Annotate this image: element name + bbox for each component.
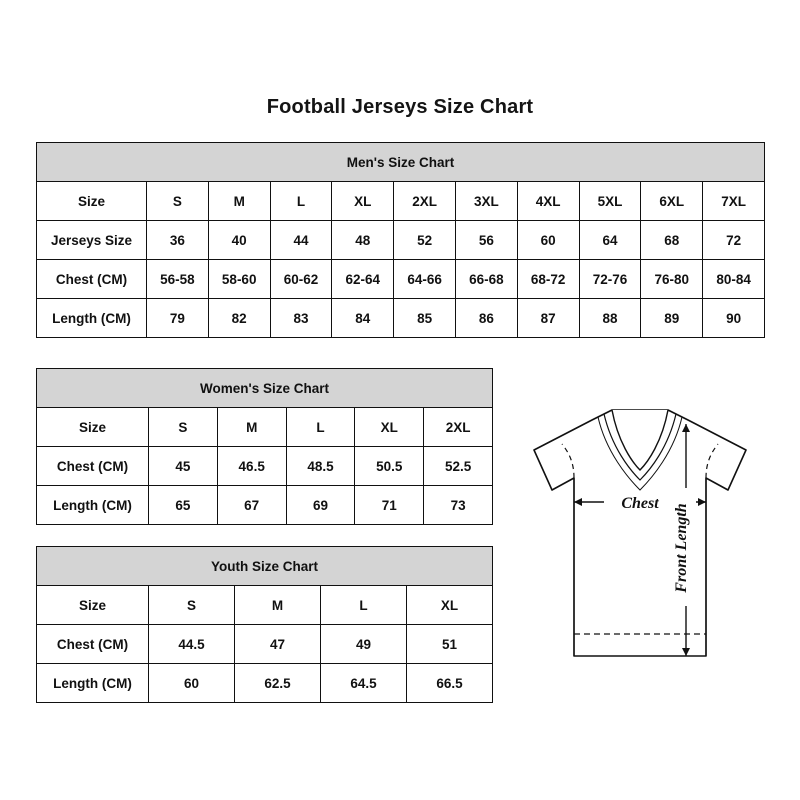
table-cell: XL (332, 182, 394, 221)
table-cell: 45 (149, 447, 218, 486)
table-cell: L (321, 586, 407, 625)
front-length-label: Front Length (673, 503, 690, 593)
table-caption-row (37, 547, 493, 586)
row-label: Chest (CM) (37, 447, 149, 486)
table-cell: 64.5 (321, 664, 407, 703)
table-cell: 68-72 (517, 260, 579, 299)
table-cell: 84 (332, 299, 394, 338)
womens-size-table (36, 368, 493, 525)
table-cell: M (235, 586, 321, 625)
chest-label: Chest (621, 495, 659, 512)
table-cell: 72-76 (579, 260, 641, 299)
youth-size-table (36, 546, 493, 703)
table-cell: 4XL (517, 182, 579, 221)
row-label: Length (CM) (37, 299, 147, 338)
table-row (37, 586, 493, 625)
table-cell: M (208, 182, 270, 221)
table-cell: 48.5 (286, 447, 355, 486)
table-cell: 60-62 (270, 260, 332, 299)
table-cell: 87 (517, 299, 579, 338)
table-caption-row (37, 369, 493, 408)
table-cell: 82 (208, 299, 270, 338)
table-cell: 50.5 (355, 447, 424, 486)
table-cell: 65 (149, 486, 218, 525)
table-row (37, 182, 765, 221)
table-cell: 40 (208, 221, 270, 260)
table-row (37, 299, 765, 338)
table-cell: 69 (286, 486, 355, 525)
table-cell: 60 (149, 664, 235, 703)
table-row (37, 447, 493, 486)
table-cell: 83 (270, 299, 332, 338)
row-label: Jerseys Size (37, 221, 147, 260)
row-label: Chest (CM) (37, 260, 147, 299)
table-cell: 56 (455, 221, 517, 260)
table-cell: 89 (641, 299, 703, 338)
mens-size-chart (36, 142, 764, 338)
table-cell: 90 (703, 299, 765, 338)
table-cell: M (217, 408, 286, 447)
table-cell: 7XL (703, 182, 765, 221)
table-cell: 49 (321, 625, 407, 664)
table-cell: S (149, 408, 218, 447)
table-cell: 66.5 (407, 664, 493, 703)
table-cell: 76-80 (641, 260, 703, 299)
table-cell: L (270, 182, 332, 221)
table-cell: 36 (147, 221, 209, 260)
table-row (37, 664, 493, 703)
mens-size-table (36, 142, 765, 338)
table-cell: 88 (579, 299, 641, 338)
table-cell: 64 (579, 221, 641, 260)
table-cell: 64-66 (394, 260, 456, 299)
table-cell: 52 (394, 221, 456, 260)
table-cell: 6XL (641, 182, 703, 221)
table-cell: 3XL (455, 182, 517, 221)
table-cell: 5XL (579, 182, 641, 221)
table-cell: 52.5 (424, 447, 493, 486)
table-cell: 46.5 (217, 447, 286, 486)
table-cell: S (149, 586, 235, 625)
table-cell: 58-60 (208, 260, 270, 299)
youth-size-chart (36, 546, 492, 703)
table-row (37, 260, 765, 299)
table-cell: 56-58 (147, 260, 209, 299)
table-row (37, 625, 493, 664)
row-label: Size (37, 408, 149, 447)
table-cell: 66-68 (455, 260, 517, 299)
table-cell: 51 (407, 625, 493, 664)
table-cell: 79 (147, 299, 209, 338)
table-cell: 73 (424, 486, 493, 525)
table-cell: 2XL (424, 408, 493, 447)
table-row (37, 408, 493, 447)
table-cell: L (286, 408, 355, 447)
table-cell: XL (355, 408, 424, 447)
table-cell: S (147, 182, 209, 221)
mens-table-caption: Men's Size Chart (37, 143, 765, 182)
table-cell: 68 (641, 221, 703, 260)
page-title: Football Jerseys Size Chart (266, 96, 534, 118)
womens-table-caption: Women's Size Chart (37, 369, 493, 408)
table-row (37, 486, 493, 525)
womens-size-chart (36, 368, 492, 525)
table-cell: 44.5 (149, 625, 235, 664)
table-caption-row (37, 143, 765, 182)
row-label: Length (CM) (37, 486, 149, 525)
row-label: Size (37, 182, 147, 221)
table-cell: 47 (235, 625, 321, 664)
table-cell: 86 (455, 299, 517, 338)
table-cell: 62.5 (235, 664, 321, 703)
youth-table-caption: Youth Size Chart (37, 547, 493, 586)
table-cell: 48 (332, 221, 394, 260)
t-shirt-measurement-diagram (500, 398, 780, 688)
table-cell: 62-64 (332, 260, 394, 299)
table-row (37, 221, 765, 260)
table-cell: XL (407, 586, 493, 625)
table-cell: 80-84 (703, 260, 765, 299)
table-cell: 2XL (394, 182, 456, 221)
table-cell: 44 (270, 221, 332, 260)
table-cell: 85 (394, 299, 456, 338)
row-label: Size (37, 586, 149, 625)
row-label: Length (CM) (37, 664, 149, 703)
row-label: Chest (CM) (37, 625, 149, 664)
table-cell: 67 (217, 486, 286, 525)
table-cell: 60 (517, 221, 579, 260)
table-cell: 72 (703, 221, 765, 260)
table-cell: 71 (355, 486, 424, 525)
